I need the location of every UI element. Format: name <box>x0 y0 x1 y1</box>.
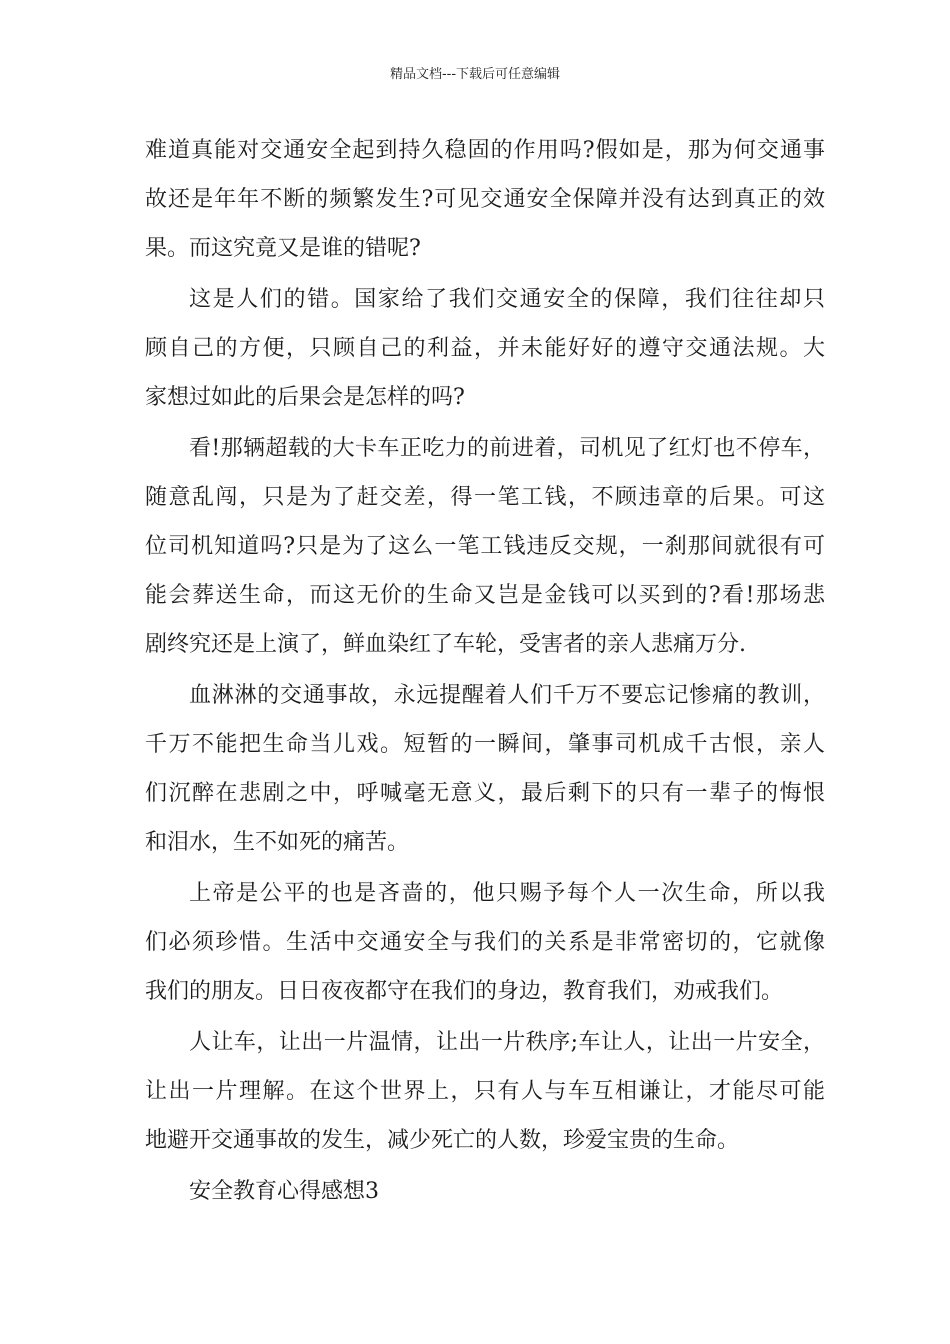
text-line: 家想过如此的后果会是怎样的吗? <box>145 385 465 410</box>
text-line: 让出一片理解。在这个世界上，只有人与车互相谦让，才能尽可能 <box>145 1079 825 1104</box>
text-line: 位司机知道吗?只是为了这么一笔工钱违反交规，一刹那间就很有可 <box>145 534 825 559</box>
text-line: 看!那辆超载的大卡车正吃力的前进着，司机见了红灯也不停车， <box>189 436 825 461</box>
text-line: 上帝是公平的也是吝啬的，他只赐予每个人一次生命，所以我 <box>189 881 825 906</box>
paragraph <box>145 424 825 669</box>
paragraph <box>145 869 825 1016</box>
section-heading <box>145 1167 825 1216</box>
paragraph <box>145 1018 825 1165</box>
text-line: 血淋淋的交通事故，永远提醒着人们千万不要忘记惨痛的教训， <box>189 683 825 708</box>
paragraph <box>145 671 825 867</box>
text-line: 和泪水，生不如死的痛苦。 <box>145 830 410 855</box>
text-line: 果。而这究竟又是谁的错呢? <box>145 236 421 261</box>
text-line: 千万不能把生命当儿戏。短暂的一瞬间，肇事司机成千古恨，亲人 <box>145 732 825 757</box>
text-line: 们必须珍惜。生活中交通安全与我们的关系是非常密切的，它就像 <box>145 930 825 955</box>
text-line: 地避开交通事故的发生，减少死亡的人数，珍爱宝贵的生命。 <box>145 1128 740 1153</box>
text-line: 们沉醉在悲剧之中，呼喊毫无意义，最后剩下的只有一辈子的悔恨 <box>145 781 825 806</box>
document-body <box>145 126 825 1216</box>
text-line: 难道真能对交通安全起到持久稳固的作用吗?假如是，那为何交通事 <box>145 138 825 163</box>
paragraph <box>145 126 825 273</box>
paragraph <box>145 275 825 422</box>
text-line: 顾自己的方便，只顾自己的利益，并未能好好的遵守交通法规。大 <box>145 336 825 361</box>
text-line: 能会葬送生命，而这无价的生命又岂是金钱可以买到的?看!那场悲 <box>145 583 825 608</box>
page-header: 精品文档---下载后可任意编辑 <box>389 67 561 82</box>
text-line: 这是人们的错。国家给了我们交通安全的保障，我们往往却只 <box>189 287 825 312</box>
text-line: 剧终究还是上演了，鲜血染红了车轮，受害者的亲人悲痛万分. <box>145 632 746 657</box>
text-line: 故还是年年不断的频繁发生?可见交通安全保障并没有达到真正的效 <box>145 187 825 212</box>
text-line: 随意乱闯，只是为了赶交差，得一笔工钱，不顾违章的后果。可这 <box>145 485 825 510</box>
section-heading-text: 安全教育心得感想3 <box>189 1179 379 1204</box>
text-line: 我们的朋友。日日夜夜都守在我们的身边，教育我们，劝戒我们。 <box>145 979 784 1004</box>
text-line: 人让车，让出一片温情，让出一片秩序;车让人，让出一片安全， <box>189 1030 825 1055</box>
